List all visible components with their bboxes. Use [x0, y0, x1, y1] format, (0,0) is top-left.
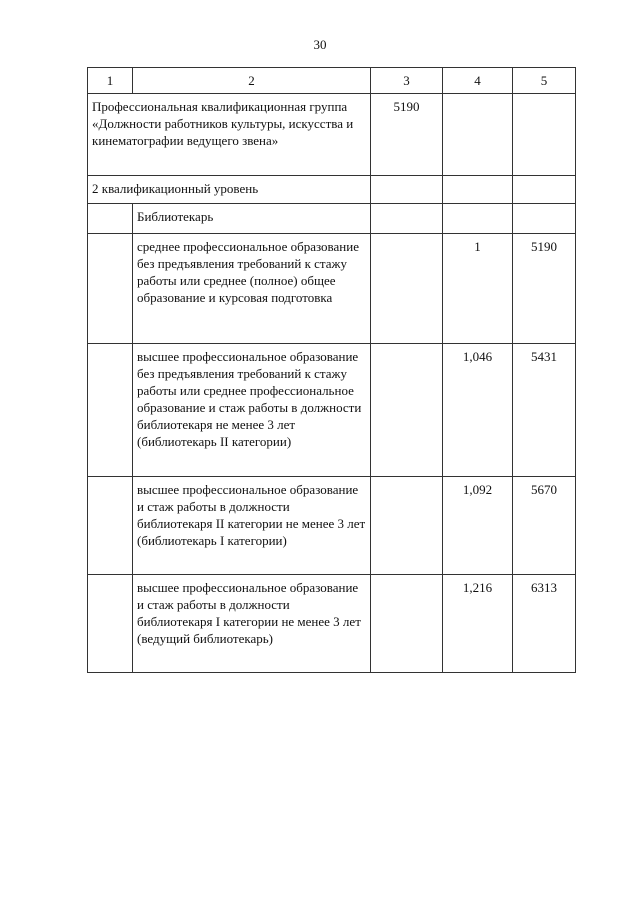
table-row	[88, 234, 576, 344]
empty-cell	[371, 477, 443, 575]
salary-table	[87, 67, 576, 673]
empty-cell	[513, 176, 576, 204]
condition-cell: высшее профессиональное образование и стаж работы в должности библиотекаря I категории не менее 3 лет (ведущий библиотекарь)	[133, 575, 371, 673]
column-header-5: 5	[513, 68, 576, 94]
empty-cell	[88, 344, 133, 477]
salary-cell: 5431	[513, 344, 576, 477]
empty-cell	[513, 94, 576, 176]
coefficient-cell: 1,092	[443, 477, 513, 575]
salary-cell: 5190	[513, 234, 576, 344]
position-row	[88, 204, 576, 234]
condition-cell: среднее профессиональное образование без предъявления требований к стажу работы или среднее (полное) общее образование и курсовая подготовка	[133, 234, 371, 344]
empty-cell	[371, 234, 443, 344]
empty-cell	[88, 575, 133, 673]
position-title-cell: Библиотекарь	[133, 204, 371, 234]
empty-cell	[371, 176, 443, 204]
table-header-row	[88, 68, 576, 94]
group-base-salary-cell: 5190	[371, 94, 443, 176]
salary-cell: 5670	[513, 477, 576, 575]
empty-cell	[371, 344, 443, 477]
coefficient-cell: 1,216	[443, 575, 513, 673]
empty-cell	[443, 176, 513, 204]
column-header-4: 4	[443, 68, 513, 94]
condition-cell: высшее профессиональное образование и стаж работы в должности библиотекаря II категории не менее 3 лет (библиотекарь I категории)	[133, 477, 371, 575]
empty-cell	[88, 477, 133, 575]
empty-cell	[443, 94, 513, 176]
column-header-3: 3	[371, 68, 443, 94]
empty-cell	[513, 204, 576, 234]
level-row	[88, 176, 576, 204]
level-title-cell: 2 квалификационный уровень	[88, 176, 371, 204]
group-row	[88, 94, 576, 176]
column-header-2: 2	[133, 68, 371, 94]
salary-cell: 6313	[513, 575, 576, 673]
table-row	[88, 344, 576, 477]
coefficient-cell: 1	[443, 234, 513, 344]
condition-cell: высшее профессиональное образование без предъявления требований к стажу работы или среднее профессиональное образование и стаж работы в должности библиотекаря не менее 3 лет (библиотекарь II категории)	[133, 344, 371, 477]
column-header-1: 1	[88, 68, 133, 94]
table-row	[88, 575, 576, 673]
empty-cell	[371, 204, 443, 234]
empty-cell	[88, 234, 133, 344]
coefficient-cell: 1,046	[443, 344, 513, 477]
page-number: 30	[313, 37, 327, 52]
empty-cell	[371, 575, 443, 673]
group-title-cell: Профессиональная квалификационная группа «Должности работников культуры, искусства и кинематографии ведущего звена»	[88, 94, 371, 176]
table-row	[88, 477, 576, 575]
empty-cell	[443, 204, 513, 234]
empty-cell	[88, 204, 133, 234]
